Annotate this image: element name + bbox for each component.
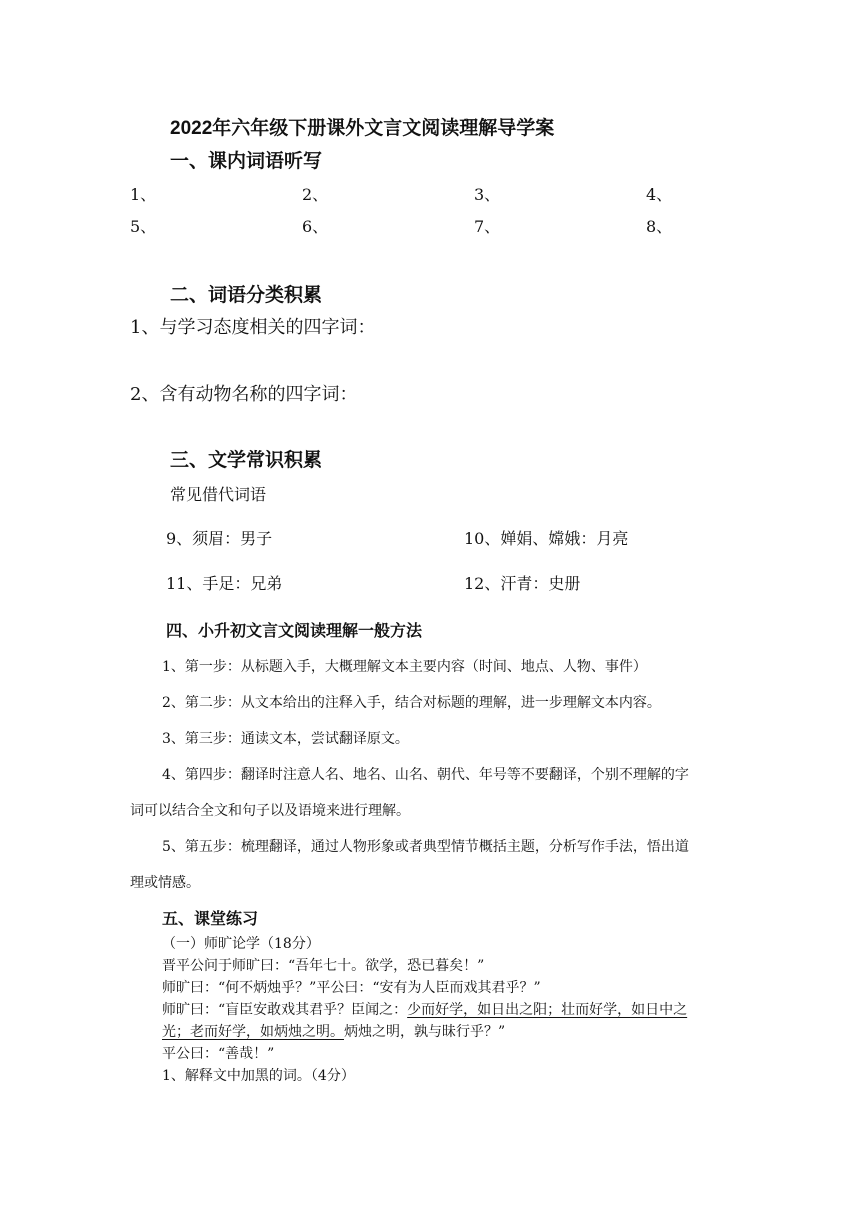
classification-item-2: 2、含有动物名称的四字词： bbox=[130, 384, 358, 405]
dictation-item-2: 2、 bbox=[302, 185, 329, 204]
literary-item-9: 9、须眉：男子 bbox=[166, 529, 273, 548]
section2-heading: 二、词语分类积累 bbox=[170, 285, 323, 306]
passage-line-2: 师旷曰：“何不炳烛乎？”平公曰：“安有为人臣而戏其君乎？” bbox=[162, 980, 541, 996]
dictation-item-6: 6、 bbox=[302, 217, 329, 236]
dictation-item-5: 5、 bbox=[130, 217, 157, 236]
method-step-5-line-1: 5、第五步：梳理翻译，通过人物形象或者典型情节概括主题，分析写作手法，悟出道 bbox=[162, 839, 689, 855]
literary-item-12: 12、汗青：史册 bbox=[464, 574, 581, 593]
method-step-4-line-2: 词可以结合全文和句子以及语境来进行理解。 bbox=[130, 803, 410, 819]
passage-line-3-plain: 师旷曰：“盲臣安敢戏其君乎？臣闻之： bbox=[162, 1002, 408, 1018]
section3-heading: 三、文学常识积累 bbox=[170, 450, 323, 471]
method-step-4-line-1: 4、第四步：翻译时注意人名、地名、山名、朝代、年号等不要翻译，个别不理解的字 bbox=[162, 767, 689, 783]
literary-item-10: 10、婵娟、嫦娥：月亮 bbox=[464, 529, 629, 548]
dictation-item-1: 1、 bbox=[130, 185, 157, 204]
passage-line-4-underlined: 光；老而好学，如炳烛之明。 bbox=[162, 1024, 344, 1040]
classification-item-1: 1、与学习态度相关的四字词： bbox=[130, 317, 376, 338]
section5-heading: 五、课堂练习 bbox=[162, 911, 259, 928]
passage-line-3 bbox=[162, 999, 687, 1019]
passage-line-3-underlined: 少而好学，如日出之阳；壮而好学，如日中之 bbox=[407, 1002, 688, 1018]
dictation-item-8: 8、 bbox=[646, 217, 673, 236]
passage-line-5: 平公曰：“善哉！” bbox=[162, 1046, 275, 1062]
section4-heading: 四、小升初文言文阅读理解一般方法 bbox=[166, 623, 423, 640]
section3-subtitle: 常见借代词语 bbox=[170, 485, 267, 504]
section1-heading: 一、课内词语听写 bbox=[170, 151, 323, 172]
passage-line-4 bbox=[162, 1021, 505, 1041]
dictation-item-7: 7、 bbox=[474, 217, 501, 236]
method-step-2: 2、第二步：从文本给出的注释入手，结合对标题的理解，进一步理解文本内容。 bbox=[162, 695, 661, 711]
passage-title: （一）师旷论学（18分） bbox=[162, 936, 320, 952]
document-title: 2022年六年级下册课外文言文阅读理解导学案 bbox=[170, 118, 555, 139]
method-step-1: 1、第一步：从标题入手，大概理解文本主要内容（时间、地点、人物、事件） bbox=[162, 659, 647, 675]
method-step-5-line-2: 理或情感。 bbox=[130, 875, 200, 891]
passage-line-4-plain: 炳烛之明，孰与昧行乎？” bbox=[344, 1024, 506, 1040]
question-1: 1、解释文中加黑的词。（4分） bbox=[162, 1068, 355, 1084]
literary-item-11: 11、手足：兄弟 bbox=[166, 574, 283, 593]
passage-line-1: 晋平公问于师旷曰：“吾年七十。欲学，恐已暮矣！” bbox=[162, 958, 485, 974]
dictation-item-3: 3、 bbox=[474, 185, 501, 204]
dictation-item-4: 4、 bbox=[646, 185, 673, 204]
method-step-3: 3、第三步：通读文本，尝试翻译原文。 bbox=[162, 731, 409, 747]
